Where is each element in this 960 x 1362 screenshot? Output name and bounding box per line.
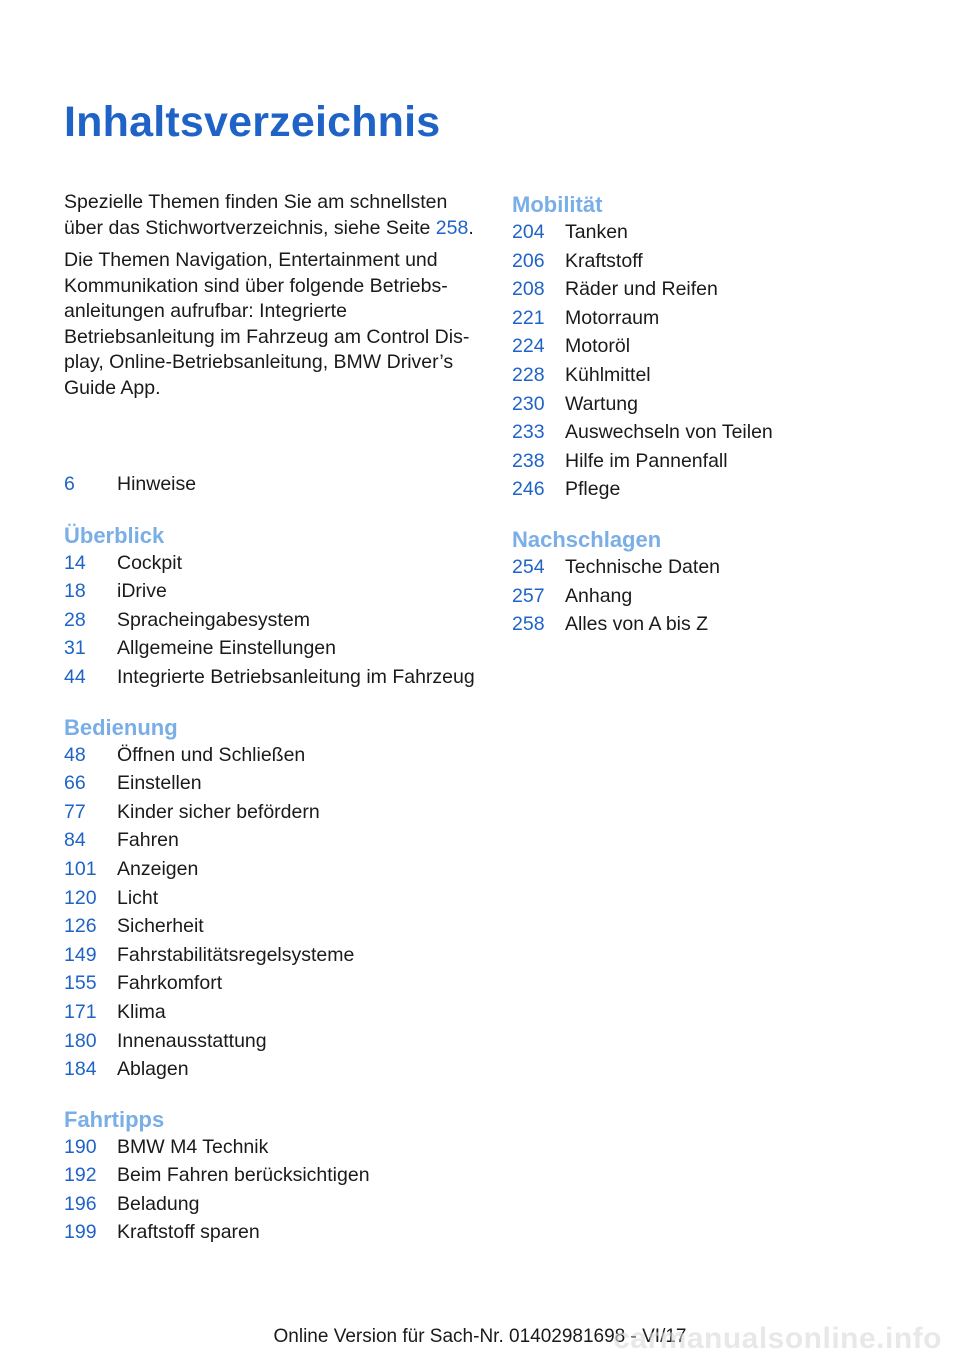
footer-version: Online Version für Sach-Nr. 01402981698 - VI/17 (273, 1326, 687, 1347)
toc-entry[interactable] (512, 277, 912, 302)
toc-entry-label: Kühlmittel (565, 363, 651, 386)
toc-entry[interactable] (512, 363, 912, 388)
toc-page-number[interactable]: 6 (64, 473, 75, 495)
toc-entry[interactable] (512, 612, 912, 637)
toc-entry[interactable] (512, 220, 912, 245)
toc-page-number[interactable]: 155 (64, 972, 97, 995)
toc-entry-label: Technische Daten (565, 555, 721, 578)
toc-page-number[interactable]: 180 (64, 1029, 97, 1052)
section-heading: Bedienung (64, 714, 178, 740)
toc-entry[interactable] (64, 1057, 484, 1082)
toc-entry-label: Räder und Reifen (565, 278, 718, 301)
toc-page-number[interactable]: 208 (512, 278, 545, 301)
toc-entry-label: Auswechseln von Teilen (565, 421, 773, 444)
toc-entry[interactable] (64, 1163, 484, 1188)
toc-entry[interactable] (64, 1192, 484, 1217)
toc-entry-label: Spracheingabesystem (117, 608, 310, 631)
toc-entry[interactable] (64, 771, 484, 796)
toc-page-number[interactable]: 257 (512, 584, 545, 607)
toc-page-number[interactable]: 31 (64, 637, 86, 660)
toc-entry-label: Fahrstabilitätsregelsysteme (117, 943, 355, 966)
toc-entry-label: Fahrkomfort (117, 972, 223, 995)
toc-entry-label: Klima (117, 1000, 166, 1023)
toc-page-number[interactable]: 228 (512, 363, 545, 386)
toc-entry[interactable] (64, 636, 484, 661)
right-sections (512, 190, 912, 637)
toc-entry-label: BMW M4 Technik (117, 1135, 269, 1158)
toc-entry-label: Beladung (117, 1192, 200, 1215)
toc-page-number[interactable]: 184 (64, 1058, 97, 1081)
toc-page-number[interactable]: 206 (512, 249, 545, 272)
toc-entry-label: Kinder sicher befördern (117, 800, 320, 823)
toc-entry-label: Beim Fahren berücksichtigen (117, 1164, 370, 1187)
toc-entry-label: Fahren (117, 829, 179, 852)
toc-entry[interactable] (64, 665, 484, 690)
toc-entry[interactable] (512, 477, 912, 502)
toc-entry[interactable] (64, 943, 484, 968)
section-gap (64, 1086, 484, 1105)
toc-page-number[interactable]: 120 (64, 886, 97, 909)
toc-entry-label: Kraftstoff sparen (117, 1221, 260, 1244)
section-gap (512, 506, 912, 525)
toc-entry[interactable] (512, 449, 912, 474)
toc-entry[interactable] (64, 971, 484, 996)
toc-page-number[interactable]: 101 (64, 857, 97, 880)
toc-entry[interactable] (64, 828, 484, 853)
toc-page-number[interactable]: 233 (512, 421, 545, 444)
toc-entry[interactable] (512, 334, 912, 359)
toc-page-number[interactable]: 230 (512, 392, 545, 415)
toc-entry-label: iDrive (117, 580, 167, 603)
toc-entry-label: Hinweise (117, 473, 197, 495)
toc-entry-label: Pflege (565, 478, 621, 501)
toc-entry[interactable] (512, 392, 912, 417)
toc-entry[interactable] (512, 584, 912, 609)
intro-text: Spezielle Themen finden Sie am schnellsten über das Stichwortverzeichnis, siehe Seite (64, 191, 448, 239)
section-heading: Nachschlagen (512, 526, 662, 552)
toc-entry-label: Motorraum (565, 306, 660, 329)
toc-page-number[interactable]: 258 (512, 613, 545, 636)
toc-entry-label: Alles von A bis Z (565, 613, 709, 636)
toc-entry[interactable] (64, 1029, 484, 1054)
toc-entry[interactable] (64, 1220, 484, 1245)
toc-entry-label: Cockpit (117, 551, 183, 574)
toc-entry[interactable] (64, 743, 484, 768)
toc-entry-label: Anhang (565, 584, 633, 607)
toc-page-number[interactable]: 126 (64, 915, 97, 938)
toc-entry[interactable] (64, 579, 484, 604)
toc-page-number[interactable]: 28 (64, 608, 86, 631)
toc-page-number[interactable]: 84 (64, 829, 86, 852)
toc-entry-label: Allgemeine Einstellungen (117, 637, 336, 660)
toc-entry-label: Einstellen (117, 772, 202, 795)
toc-page-number[interactable]: 221 (512, 306, 545, 329)
toc-page-number[interactable]: 14 (64, 551, 86, 574)
toc-entry[interactable] (512, 306, 912, 331)
toc-entry-label: Hilfe im Pannenfall (565, 449, 728, 472)
toc-page-number[interactable]: 204 (512, 221, 545, 243)
toc-page-number[interactable]: 238 (512, 449, 545, 472)
toc-entry[interactable] (512, 249, 912, 274)
toc-page-number[interactable]: 224 (512, 335, 545, 358)
section-heading: Mobilität (512, 192, 603, 217)
toc-entry-label: Öffnen und Schließen (117, 743, 306, 766)
toc-entry[interactable] (64, 1135, 484, 1160)
section-heading: Überblick (64, 522, 165, 548)
intro-period: . (468, 216, 474, 239)
toc-entry-label: Sicherheit (117, 915, 204, 938)
toc-entry[interactable] (64, 608, 484, 633)
toc-page-number[interactable]: 254 (512, 555, 545, 578)
toc-entry-label: Wartung (565, 392, 638, 415)
toc-page-number[interactable]: 149 (64, 943, 97, 966)
toc-page-number[interactable]: 199 (64, 1221, 97, 1244)
toc-page-number[interactable]: 44 (64, 665, 86, 688)
toc-page-number[interactable]: 192 (64, 1164, 97, 1187)
toc-entry[interactable] (64, 551, 484, 576)
toc-entry[interactable] (64, 914, 484, 939)
intro (64, 190, 484, 401)
index-page-link[interactable]: 258 (435, 216, 469, 239)
section-gap (64, 501, 484, 521)
toc-entry[interactable] (64, 1000, 484, 1025)
watermark-logo: carmanualsonline.info (613, 1322, 942, 1355)
toc-entry-label: Anzeigen (117, 857, 199, 880)
intro-paragraph-2: Die Themen Navigation, Entertainment und Kommunikation sind über folgende Betriebsanleitungen aufrufbar: Integrierte Betriebsanleitung im Fahrzeug am Control Display, Online-Betriebsanleitung, BMW Driver’s Guide App. (64, 249, 470, 399)
section-gap (64, 694, 484, 713)
toc-page-number[interactable]: 18 (64, 580, 86, 603)
toc-entry-label: Licht (117, 886, 159, 909)
toc-page-number[interactable]: 48 (64, 743, 86, 766)
toc-page-number[interactable]: 77 (64, 800, 86, 823)
left-sections (64, 501, 484, 1246)
toc-entry[interactable] (512, 420, 912, 445)
intro-paragraph-1 (64, 190, 484, 241)
toc-page-number[interactable]: 196 (64, 1192, 97, 1215)
page-title: Inhaltsverzeichnis (64, 98, 441, 146)
toc-entry-label: Tanken (565, 221, 628, 243)
toc-entry[interactable] (64, 886, 484, 911)
toc-entry[interactable] (64, 800, 484, 825)
toc-entry-label: Ablagen (117, 1058, 189, 1081)
toc-entry[interactable] (64, 857, 484, 882)
toc-page-number[interactable]: 190 (64, 1135, 97, 1158)
toc-entry-label: Innenausstattung (117, 1029, 267, 1052)
toc-page-number[interactable]: 66 (64, 772, 86, 795)
toc-entry-label: Integrierte Betriebsanleitung im Fahrzeug (117, 665, 475, 688)
toc-page-number[interactable]: 171 (64, 1000, 97, 1023)
right-column (512, 190, 912, 641)
toc-entry[interactable] (512, 555, 912, 580)
toc-entry-label: Kraftstoff (565, 249, 643, 272)
toc-entry-label: Motoröl (565, 335, 631, 358)
left-column (64, 190, 484, 1249)
toc-page-number[interactable]: 246 (512, 478, 545, 501)
section-heading: Fahrtipps (64, 1106, 165, 1132)
toc-entry-hinweise[interactable] (64, 472, 484, 497)
